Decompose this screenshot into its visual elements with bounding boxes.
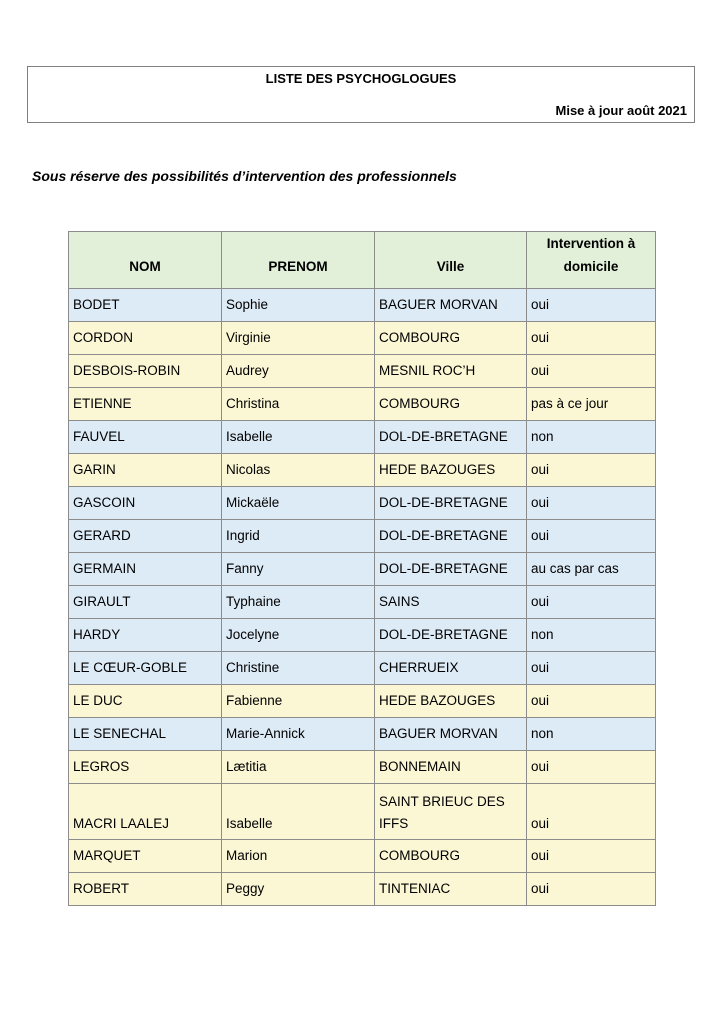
cell-prenom: Peggy — [222, 873, 375, 906]
cell-intervention: oui — [527, 652, 656, 685]
cell-prenom: Virginie — [222, 322, 375, 355]
cell-nom: GERMAIN — [69, 553, 222, 586]
table-row — [69, 553, 656, 586]
disclaimer-text: Sous réserve des possibilités d’intervention des professionnels — [32, 168, 457, 184]
cell-ville: DOL-DE-BRETAGNE — [375, 553, 527, 586]
table-row — [69, 619, 656, 652]
cell-intervention: oui — [527, 289, 656, 322]
cell-intervention: oui — [527, 586, 656, 619]
cell-nom: ROBERT — [69, 873, 222, 906]
cell-ville: SAINT BRIEUC DES IFFS — [375, 784, 527, 840]
cell-ville: DOL-DE-BRETAGNE — [375, 487, 527, 520]
table-header-row — [69, 232, 656, 289]
cell-nom: DESBOIS-ROBIN — [69, 355, 222, 388]
table-row — [69, 685, 656, 718]
cell-intervention: oui — [527, 454, 656, 487]
cell-intervention: oui — [527, 840, 656, 873]
cell-prenom: Christine — [222, 652, 375, 685]
cell-nom: GASCOIN — [69, 487, 222, 520]
table-row — [69, 652, 656, 685]
table-row — [69, 520, 656, 553]
table-row — [69, 873, 656, 906]
table-row — [69, 355, 656, 388]
table-row — [69, 751, 656, 784]
cell-nom: GARIN — [69, 454, 222, 487]
cell-nom: BODET — [69, 289, 222, 322]
cell-ville: COMBOURG — [375, 388, 527, 421]
cell-ville: MESNIL ROC’H — [375, 355, 527, 388]
cell-ville: DOL-DE-BRETAGNE — [375, 619, 527, 652]
cell-intervention: oui — [527, 685, 656, 718]
cell-ville: BONNEMAIN — [375, 751, 527, 784]
cell-prenom: Fabienne — [222, 685, 375, 718]
table-row — [69, 322, 656, 355]
cell-intervention: oui — [527, 322, 656, 355]
cell-nom: MARQUET — [69, 840, 222, 873]
cell-prenom: Christina — [222, 388, 375, 421]
column-header-intervention: Intervention à domicile — [527, 232, 656, 289]
cell-prenom: Sophie — [222, 289, 375, 322]
cell-intervention: oui — [527, 487, 656, 520]
cell-prenom: Isabelle — [222, 421, 375, 454]
cell-ville: COMBOURG — [375, 322, 527, 355]
table-row — [69, 840, 656, 873]
cell-prenom: Isabelle — [222, 784, 375, 840]
cell-ville: TINTENIAC — [375, 873, 527, 906]
cell-prenom: Ingrid — [222, 520, 375, 553]
cell-ville: CHERRUEIX — [375, 652, 527, 685]
cell-intervention: oui — [527, 873, 656, 906]
cell-prenom: Fanny — [222, 553, 375, 586]
cell-intervention: oui — [527, 784, 656, 840]
table-row — [69, 388, 656, 421]
table-row — [69, 784, 656, 840]
cell-ville: SAINS — [375, 586, 527, 619]
cell-intervention: oui — [527, 751, 656, 784]
column-header-nom: NOM — [69, 232, 222, 289]
cell-intervention: non — [527, 619, 656, 652]
cell-nom: CORDON — [69, 322, 222, 355]
column-header-ville: Ville — [375, 232, 527, 289]
cell-ville: HEDE BAZOUGES — [375, 685, 527, 718]
cell-nom: LE SENECHAL — [69, 718, 222, 751]
cell-intervention: oui — [527, 355, 656, 388]
cell-ville: COMBOURG — [375, 840, 527, 873]
cell-ville: BAGUER MORVAN — [375, 289, 527, 322]
cell-ville: DOL-DE-BRETAGNE — [375, 520, 527, 553]
cell-intervention: oui — [527, 520, 656, 553]
cell-prenom: Lætitia — [222, 751, 375, 784]
table-row — [69, 487, 656, 520]
table-row — [69, 289, 656, 322]
cell-nom: FAUVEL — [69, 421, 222, 454]
cell-intervention: pas à ce jour — [527, 388, 656, 421]
cell-intervention: non — [527, 421, 656, 454]
cell-nom: GERARD — [69, 520, 222, 553]
cell-nom: ETIENNE — [69, 388, 222, 421]
cell-intervention: au cas par cas — [527, 553, 656, 586]
cell-nom: LEGROS — [69, 751, 222, 784]
cell-prenom: Nicolas — [222, 454, 375, 487]
cell-ville: HEDE BAZOUGES — [375, 454, 527, 487]
update-date: Mise à jour août 2021 — [555, 103, 687, 118]
cell-prenom: Marie-Annick — [222, 718, 375, 751]
cell-prenom: Audrey — [222, 355, 375, 388]
cell-intervention: non — [527, 718, 656, 751]
cell-prenom: Marion — [222, 840, 375, 873]
table-row — [69, 421, 656, 454]
cell-ville: DOL-DE-BRETAGNE — [375, 421, 527, 454]
cell-nom: LE DUC — [69, 685, 222, 718]
table-row — [69, 718, 656, 751]
cell-nom: MACRI LAALEJ — [69, 784, 222, 840]
document-title: LISTE DES PSYCHOGLOGUES — [265, 71, 457, 86]
cell-prenom: Mickaële — [222, 487, 375, 520]
cell-prenom: Jocelyne — [222, 619, 375, 652]
psychologists-table — [68, 231, 656, 906]
table-row — [69, 454, 656, 487]
cell-nom: HARDY — [69, 619, 222, 652]
cell-ville: BAGUER MORVAN — [375, 718, 527, 751]
document-header — [27, 66, 695, 123]
table-row — [69, 586, 656, 619]
cell-nom: GIRAULT — [69, 586, 222, 619]
cell-nom: LE CŒUR-GOBLE — [69, 652, 222, 685]
column-header-prenom: PRENOM — [222, 232, 375, 289]
cell-prenom: Typhaine — [222, 586, 375, 619]
